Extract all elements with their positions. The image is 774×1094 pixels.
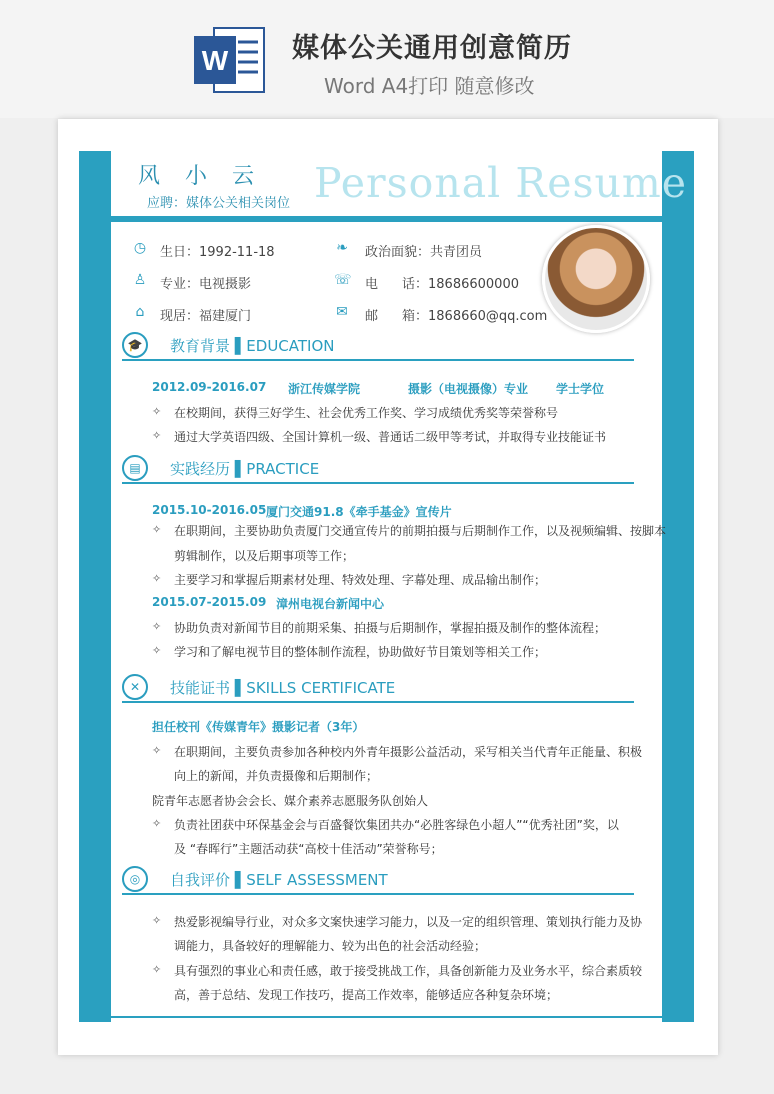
graduation-cap-icon: 🎓 <box>122 332 148 358</box>
bullet-icon: ✧ <box>152 405 162 418</box>
header-divider <box>111 216 662 222</box>
education-title: 教育背景 ▌EDUCATION <box>170 337 335 355</box>
skills-divider <box>122 701 634 703</box>
job2-org: 漳州电视台新闻中心 <box>276 597 385 611</box>
resume-watermark-title: Personal Resume <box>314 159 688 207</box>
birth-info: 生日：1992-11-18 <box>160 245 275 260</box>
job1-item-2: 主要学习和掌握后期素材处理、特效处理、字幕处理、成品输出制作； <box>174 573 547 587</box>
clipboard-icon: ▤ <box>122 455 148 481</box>
phone-icon: ☏ <box>334 272 352 288</box>
major-info: 专业：电视摄影 <box>160 277 252 292</box>
job2-item-1: 协助负责对新闻节目的前期采集、拍摄与后期制作，掌握拍摄及制作的整体流程； <box>174 621 607 635</box>
person-icon: ♙ <box>133 272 147 288</box>
footer-divider <box>111 1016 662 1018</box>
skills-item-2b: 及 “春晖行”主题活动获“高校十佳活动”荣誉称号； <box>174 842 443 856</box>
practice-title: 实践经历 ▌PRACTICE <box>170 460 320 478</box>
job1-date: 2015.10-2016.05 <box>152 503 267 517</box>
self-title: 自我评价 ▌SELF ASSESSMENT <box>170 871 388 889</box>
resume-page <box>58 119 718 1055</box>
banner-subtitle: Word A4打印 随意修改 <box>324 74 535 98</box>
self-item-2b: 高，善于总结、发现工作技巧，提高工作效率，能够适应各种复杂环境； <box>174 988 559 1002</box>
job2-date: 2015.07-2015.09 <box>152 595 267 609</box>
self-assessment-icon: ◎ <box>122 866 148 892</box>
skills-item-2a: 负责社团获中环保基金会与百盛餐饮集团共办“必胜客绿色小超人”“优秀社团”奖，以 <box>174 818 619 832</box>
bullet-icon: ✧ <box>152 523 162 536</box>
political-info: 政治面貌：共青团员 <box>365 245 483 260</box>
bullet-icon: ✧ <box>152 963 162 976</box>
job1-item-1b: 剪辑制作，以及后期事项等工作； <box>174 549 355 563</box>
skills-title: 技能证书 ▌SKILLS CERTIFICATE <box>170 679 396 697</box>
apply-position: 应聘：媒体公关相关岗位 <box>147 196 291 211</box>
phone-label: 电 <box>365 277 379 292</box>
clock-icon: ◷ <box>133 240 147 256</box>
bullet-icon: ✧ <box>152 644 162 657</box>
left-border-bar <box>79 151 111 1022</box>
job1-org: 厦门交通91.8《牵手基金》宣传片 <box>266 505 452 519</box>
right-border-bar <box>662 151 694 1022</box>
top-banner <box>0 0 774 118</box>
residence-info: 现居：福建厦门 <box>160 309 252 324</box>
bullet-icon: ✧ <box>152 744 162 757</box>
profile-photo <box>542 225 650 333</box>
bullet-icon: ✧ <box>152 914 162 927</box>
banner-title: 媒体公关通用创意简历 <box>292 33 572 64</box>
bullet-icon: ✧ <box>152 817 162 830</box>
bullet-icon: ✧ <box>152 429 162 442</box>
email-label: 邮 <box>365 309 379 324</box>
education-divider <box>122 359 634 361</box>
leaf-icon: ❧ <box>336 240 348 256</box>
phone-info: 话：18686600000 <box>402 277 519 292</box>
mail-icon: ✉ <box>336 304 348 320</box>
tools-icon: ✕ <box>122 674 148 700</box>
bullet-icon: ✧ <box>152 620 162 633</box>
education-school: 浙江传媒学院 <box>288 382 361 396</box>
education-item-2: 通过大学英语四级、全国计算机一级、普通话二级甲等考试，并取得专业技能证书 <box>174 430 607 444</box>
skills-item-1a: 在职期间，主要负责参加各种校内外青年摄影公益活动，采写相关当代青年正能量、积极 <box>174 745 643 759</box>
self-divider <box>122 893 634 895</box>
self-item-1b: 调能力，具备较好的理解能力、较为出色的社会活动经验； <box>174 939 487 953</box>
skills-role-2: 院青年志愿者协会会长、媒介素养志愿服务队创始人 <box>152 794 429 808</box>
job1-item-1a: 在职期间，主要协助负责厦门交通宣传片的前期拍摄与后期制作工作，以及视频编辑、按脚本 <box>174 524 667 538</box>
home-icon: ⌂ <box>135 304 145 320</box>
email-info: 箱：1868660@qq.com <box>402 309 548 324</box>
self-item-2a: 具有强烈的事业心和责任感，敢于接受挑战工作，具备创新能力及业务水平，综合素质较 <box>174 964 643 978</box>
practice-divider <box>122 482 634 484</box>
job2-item-2: 学习和了解电视节目的整体制作流程，协助做好节目策划等相关工作； <box>174 645 547 659</box>
education-date: 2012.09-2016.07 <box>152 380 267 394</box>
word-icon <box>192 24 266 96</box>
self-item-1a: 热爱影视编导行业，对众多文案快速学习能力，以及一定的组织管理、策划执行能力及协 <box>174 915 643 929</box>
skills-item-1b: 向上的新闻，并负责摄像和后期制作； <box>174 769 379 783</box>
candidate-name: 风 小 云 <box>138 164 263 189</box>
bullet-icon: ✧ <box>152 572 162 585</box>
skills-role-1: 担任校刊《传媒青年》摄影记者（3年） <box>152 720 365 734</box>
word-icon-letter: W <box>201 45 229 76</box>
education-degree: 学士学位 <box>556 382 605 396</box>
education-major: 摄影（电视摄像）专业 <box>408 382 529 396</box>
education-item-1: 在校期间，获得三好学生、社会优秀工作奖、学习成绩优秀奖等荣誉称号 <box>174 406 559 420</box>
